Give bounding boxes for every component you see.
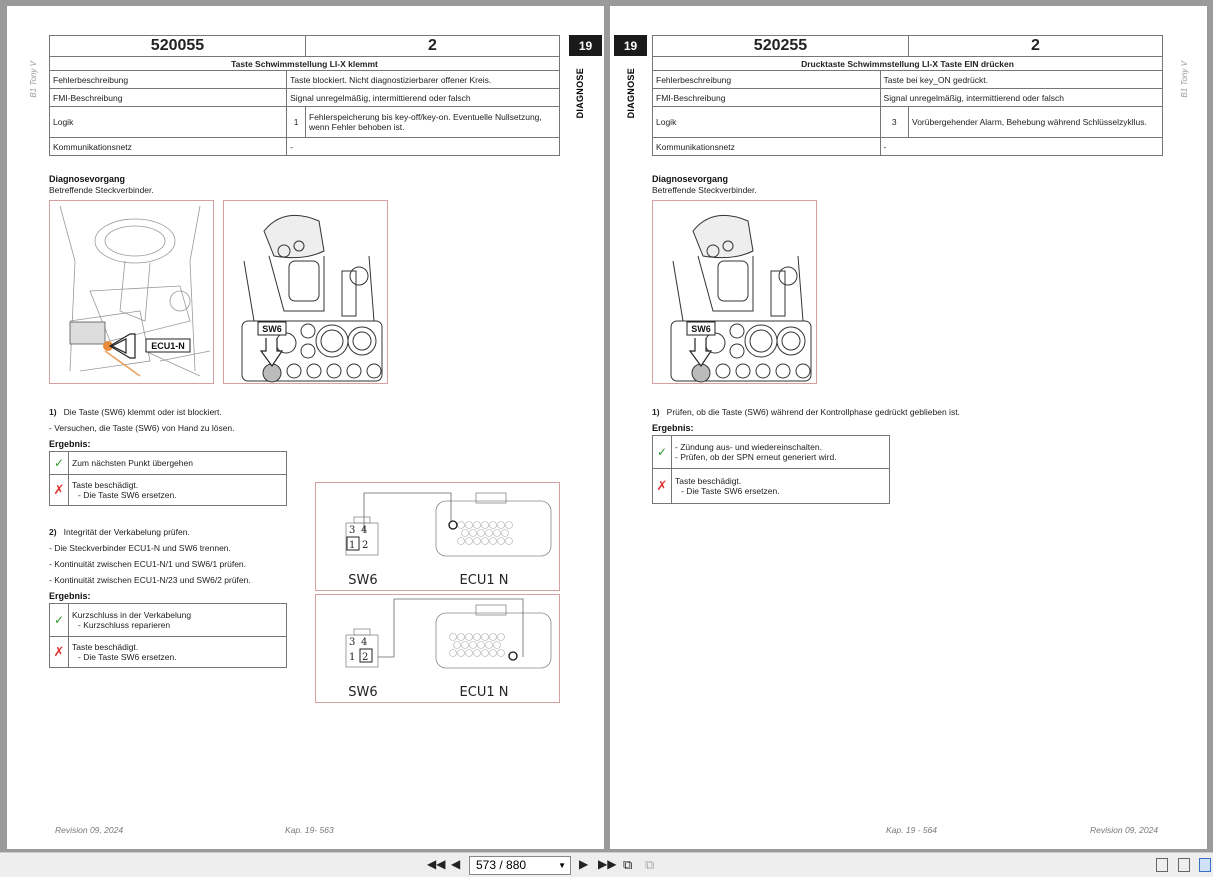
footer-revision: Revision 09, 2024: [1090, 825, 1159, 835]
step-instruction: - Kontinuität zwischen ECU1-N/1 und SW6/1 prüfen.: [49, 559, 247, 569]
result-text: Taste beschädigt.: [675, 476, 742, 486]
connector-label: ECU1-N: [151, 341, 185, 351]
svg-text:4: 4: [361, 637, 368, 648]
svg-text:3: 3: [349, 525, 356, 536]
svg-text:2: 2: [362, 540, 369, 551]
result-label: Ergebnis:: [49, 591, 91, 601]
logic-number: 3: [880, 107, 908, 138]
page-indicator: 573 / 880: [476, 858, 527, 872]
result-table-2: [49, 603, 287, 668]
wiring-diagram-2: [315, 594, 560, 703]
footer-page-number: Kap. 19 - 564: [886, 825, 938, 835]
two-page-icon[interactable]: [1199, 858, 1211, 872]
result-table: [652, 435, 890, 504]
switch-label: SW6: [262, 324, 282, 334]
side-label: B1 Tony V: [29, 61, 38, 98]
step-number: 1): [652, 407, 660, 417]
result-sub: - Die Taste SW6 ersetzen.: [681, 486, 780, 496]
row-value: Fehlerspeicherung bis key-off/key-on. Eventuelle Nullsetzung, wenn Fehler behoben ist.: [306, 107, 560, 138]
diag-subheading: Betreffende Steckverbinder.: [652, 185, 757, 195]
diag-heading: Diagnosevorgang: [49, 174, 126, 184]
switch-label: SW6: [691, 324, 711, 334]
cross-icon: ✗: [50, 637, 69, 668]
prev-page-icon[interactable]: ◀: [451, 857, 461, 871]
result-label: Ergebnis:: [49, 439, 91, 449]
row-label: Fehlerbeschreibung: [50, 71, 287, 89]
single-page-icon[interactable]: [1156, 858, 1168, 872]
wiring-right-label: ECU1 N: [459, 573, 509, 588]
step-number: 1): [49, 407, 57, 417]
row-value: Vorübergehender Alarm, Behebung während Schlüsselzykllus.: [909, 107, 1163, 138]
diag-heading: Diagnosevorgang: [652, 174, 729, 184]
page-left: [7, 6, 604, 849]
row-label: Fehlerbeschreibung: [653, 71, 881, 89]
first-page-icon[interactable]: ◀◀: [427, 857, 446, 871]
wiring-diagram-1: [315, 482, 560, 591]
svg-text:3: 3: [349, 637, 356, 648]
copy-icon[interactable]: ⧉: [623, 857, 633, 872]
result-text: - Zündung aus- und wiedereinschalten.: [675, 442, 822, 452]
cab-illustration: [50, 201, 213, 383]
fault-code: 520255: [653, 36, 909, 57]
fault-severity: 2: [909, 36, 1163, 57]
cab-figure: [49, 200, 214, 384]
row-value: Signal unregelmäßig, intermittierend oder falsch: [880, 89, 1162, 107]
step-number: 2): [49, 527, 57, 537]
row-value: Taste blockiert. Nicht diagnostizierbarer offener Kreis.: [287, 71, 560, 89]
row-label: Kommunikationsnetz: [653, 138, 881, 156]
result-sub: - Prüfen, ob der SPN erneut generiert wird.: [675, 452, 837, 462]
wiring-left-label: SW6: [348, 685, 378, 700]
side-label: B1 Tony V: [1180, 61, 1189, 98]
result-text: Zum nächsten Punkt übergehen: [69, 452, 287, 475]
check-icon: ✓: [50, 604, 69, 637]
cross-icon: ✗: [653, 469, 672, 504]
last-page-icon[interactable]: ▶▶: [598, 857, 617, 871]
footer-revision: Revision 09, 2024: [55, 825, 124, 835]
section-label: DIAGNOSE: [575, 68, 585, 119]
row-label: Logik: [50, 107, 287, 138]
step-text: Integrität der Verkabelung prüfen.: [63, 527, 190, 537]
page-right: [610, 6, 1207, 849]
wiring-right-label: ECU1 N: [459, 685, 509, 700]
svg-text:1: 1: [349, 540, 356, 551]
result-text: Taste beschädigt.: [72, 480, 139, 490]
fault-title: Drucktaste Schwimmstellung LI-X Taste EIN drücken: [653, 57, 1163, 71]
chapter-number: 19: [614, 35, 647, 56]
navigation-toolbar: [0, 852, 1213, 877]
result-sub: - Die Taste SW6 ersetzen.: [78, 490, 177, 500]
step-instruction: - Die Steckverbinder ECU1-N und SW6 trennen.: [49, 543, 231, 553]
row-value: Signal unregelmäßig, intermittierend oder falsch: [287, 89, 560, 107]
cross-icon: ✗: [50, 475, 69, 506]
fault-title: Taste Schwimmstellung LI-X klemmt: [50, 57, 560, 71]
row-value: -: [287, 138, 560, 156]
row-label: FMI-Beschreibung: [50, 89, 287, 107]
section-label: DIAGNOSE: [626, 68, 636, 119]
step-text: Prüfen, ob die Taste (SW6) während der Kontrollphase gedrückt geblieben ist.: [666, 407, 960, 417]
svg-text:2: 2: [362, 652, 369, 663]
step-instruction: - Kontinuität zwischen ECU1-N/23 und SW6/2 prüfen.: [49, 575, 251, 585]
step-instruction: - Versuchen, die Taste (SW6) von Hand zu lösen.: [49, 423, 235, 433]
diag-subheading: Betreffende Steckverbinder.: [49, 185, 154, 195]
joystick-figure: [223, 200, 388, 384]
paste-icon[interactable]: ⧉: [645, 857, 655, 872]
check-icon: ✓: [653, 436, 672, 469]
fault-severity: 2: [306, 36, 560, 57]
step-text: Die Taste (SW6) klemmt oder ist blockiert.: [63, 407, 222, 417]
result-sub: - Kurzschluss reparieren: [78, 620, 171, 630]
check-icon: ✓: [50, 452, 69, 475]
continuous-icon[interactable]: [1178, 858, 1190, 872]
wiring-left-label: SW6: [348, 573, 378, 588]
row-value: Taste bei key_ON gedrückt.: [880, 71, 1162, 89]
footer-page-number: Kap. 19- 563: [285, 825, 334, 835]
result-sub: - Die Taste SW6 ersetzen.: [78, 652, 177, 662]
page-number-input[interactable]: [469, 856, 571, 875]
result-text: Kurzschluss in der Verkabelung: [72, 610, 192, 620]
chevron-down-icon[interactable]: ▼: [558, 861, 566, 870]
result-table-1: [49, 451, 287, 506]
svg-text:1: 1: [349, 652, 356, 663]
svg-text:4: 4: [361, 525, 368, 536]
chapter-number: 19: [569, 35, 602, 56]
joystick-figure: [652, 200, 817, 384]
result-label: Ergebnis:: [652, 423, 694, 433]
row-value: -: [880, 138, 1162, 156]
logic-number: 1: [287, 107, 306, 138]
fault-code: 520055: [50, 36, 306, 57]
row-label: FMI-Beschreibung: [653, 89, 881, 107]
result-text: Taste beschädigt.: [72, 642, 139, 652]
fault-info-table: [652, 35, 1163, 156]
next-page-icon[interactable]: ▶: [579, 857, 589, 871]
fault-info-table: [49, 35, 560, 156]
row-label: Kommunikationsnetz: [50, 138, 287, 156]
row-label: Logik: [653, 107, 881, 138]
